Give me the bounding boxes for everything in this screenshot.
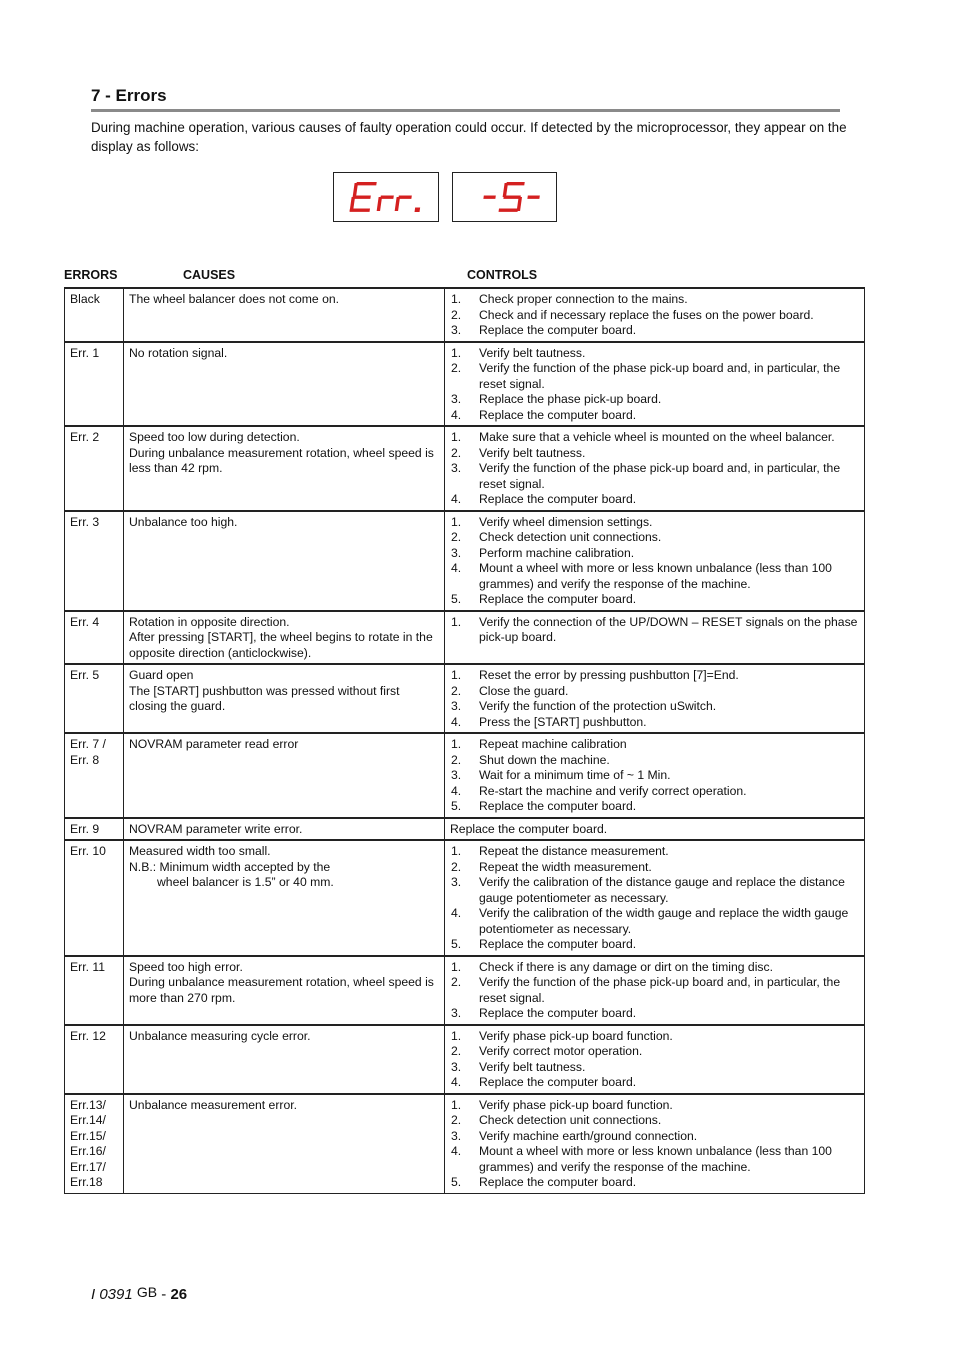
control-step — [450, 361, 859, 392]
cause-line: During unbalance measurement rotation, wheel speed is less than 42 rpm. — [129, 445, 434, 475]
table-row — [65, 1025, 865, 1094]
step-number: 3. — [451, 875, 462, 889]
page-footer — [91, 1286, 187, 1303]
step-number: 3. — [451, 323, 462, 337]
language-code: GB — [136, 1284, 158, 1300]
control-step — [450, 699, 859, 715]
control-step — [450, 860, 859, 876]
error-cause — [124, 426, 445, 511]
step-number: 1. — [451, 1028, 462, 1043]
step-number: 2. — [451, 683, 462, 698]
intro-paragraph: During machine operation, various causes of faulty operation could occur. If detected by the microprocessor, they appear on the display as follows: — [91, 120, 847, 154]
controls-list — [450, 346, 859, 424]
step-text: Close the guard. — [479, 683, 569, 698]
control-step — [450, 753, 859, 769]
table-row — [65, 840, 865, 956]
header-controls: CONTROLS — [467, 268, 538, 282]
table-row — [65, 733, 865, 818]
step-number: 1. — [451, 292, 462, 306]
control-step — [450, 875, 859, 906]
cause-line: No rotation signal. — [129, 345, 228, 360]
table-row — [65, 818, 865, 841]
cause-line: N.B.: Minimum width accepted by the — [129, 859, 331, 874]
step-text: Verify phase pick-up board function. — [479, 1028, 673, 1043]
step-number: 1. — [451, 737, 462, 751]
error-controls — [445, 288, 865, 342]
step-text: Verify the function of the phase pick-up board and, in particular, the reset signal. — [479, 975, 841, 1005]
error-cause — [124, 611, 445, 665]
step-text: Replace the computer board. — [479, 1075, 637, 1089]
step-text: Make sure that a vehicle wheel is mounted on the wheel balancer. — [479, 430, 835, 444]
step-number: 1. — [451, 959, 462, 974]
error-controls — [445, 956, 865, 1025]
controls-list — [450, 668, 859, 730]
step-text: Mount a wheel with more or less known unbalance (less than 100 grammes) and verify the response of the machine. — [479, 1144, 832, 1174]
step-text: Verify belt tautness. — [479, 345, 586, 360]
error-controls — [445, 342, 865, 427]
step-text: Replace the computer board. — [479, 407, 637, 422]
control-step — [450, 1144, 859, 1175]
error-cause — [124, 342, 445, 427]
step-text: Replace the computer board. — [479, 592, 637, 606]
control-step — [450, 799, 859, 815]
control-step — [450, 1175, 859, 1191]
header-errors: ERRORS — [64, 268, 118, 282]
errors-table — [64, 287, 865, 1194]
control-step — [450, 492, 859, 508]
step-number: 3. — [451, 461, 462, 475]
control-step — [450, 461, 859, 492]
page-number: 26 — [170, 1286, 188, 1303]
step-number: 2. — [451, 1044, 462, 1058]
step-text: Check and if necessary replace the fuses on the power board. — [479, 307, 814, 322]
error-code: Err. 9 — [65, 818, 124, 841]
step-number: 2. — [451, 859, 462, 874]
step-number: 2. — [451, 445, 462, 460]
step-text: Replace the computer board. — [479, 799, 637, 813]
step-number: 4. — [451, 407, 462, 422]
step-text: Wait for a minimum time of ~ 1 Min. — [479, 768, 671, 782]
table-row — [65, 664, 865, 733]
error-code: Err.13/ Err.14/ Err.15/ Err.16/ Err.17/ Err.18 — [65, 1094, 124, 1194]
step-text: Replace the computer board. — [479, 1006, 637, 1020]
error-cause — [124, 956, 445, 1025]
controls-list — [450, 292, 859, 339]
step-number: 1. — [451, 430, 462, 444]
cause-line: During unbalance measurement rotation, wheel speed is more than 270 rpm. — [129, 975, 434, 1005]
display-code — [452, 172, 557, 222]
control-step — [450, 960, 859, 976]
table-row — [65, 956, 865, 1025]
error-controls — [445, 426, 865, 511]
controls-list — [450, 615, 859, 646]
step-text: Repeat the distance measurement. — [479, 844, 669, 858]
step-number: 4. — [451, 783, 462, 798]
cause-line: NOVRAM parameter write error. — [129, 821, 303, 836]
step-text: Verify the calibration of the width gauge and replace the width gauge potentiometer as necessary. — [479, 906, 849, 936]
step-text: Replace the computer board. — [479, 492, 637, 506]
step-text: Shut down the machine. — [479, 752, 610, 767]
control-step — [450, 1006, 859, 1022]
cause-line: Unbalance measuring cycle error. — [129, 1028, 311, 1043]
control-step — [450, 737, 859, 753]
step-number: 4. — [451, 561, 462, 575]
error-cause — [124, 288, 445, 342]
error-controls — [445, 664, 865, 733]
step-text: Check if there is any damage or dirt on the timing disc. — [479, 959, 773, 974]
step-text: Verify the calibration of the distance gauge and replace the distance gauge potentiometer as necessary. — [479, 875, 845, 905]
error-code: Err. 2 — [65, 426, 124, 511]
step-number: 5. — [451, 592, 462, 606]
control-step — [450, 1075, 859, 1091]
step-number: 4. — [451, 714, 462, 729]
error-controls: Replace the computer board. — [445, 818, 865, 841]
document-code: I 0391 — [91, 1286, 133, 1303]
step-text: Replace the computer board. — [479, 937, 637, 951]
step-number: 5. — [451, 799, 462, 813]
table-row — [65, 426, 865, 511]
table-row — [65, 611, 865, 665]
section-title: 7 - Errors — [91, 86, 840, 112]
step-text: Mount a wheel with more or less known unbalance (less than 100 grammes) and verify the response of the machine. — [479, 561, 832, 591]
error-code: Err. 1 — [65, 342, 124, 427]
step-number: 3. — [451, 1128, 462, 1143]
control-step — [450, 844, 859, 860]
error-code: Err. 4 — [65, 611, 124, 665]
step-text: Reset the error by pressing pushbutton [7]=End. — [479, 668, 739, 682]
step-text: Repeat the width measurement. — [479, 859, 652, 874]
step-number: 1. — [451, 1097, 462, 1112]
control-step — [450, 615, 859, 646]
step-text: Check detection unit connections. — [479, 530, 662, 544]
control-step — [450, 668, 859, 684]
control-step — [450, 715, 859, 731]
step-number: 1. — [451, 668, 462, 682]
error-controls — [445, 611, 865, 665]
error-cause — [124, 818, 445, 841]
error-cause — [124, 1094, 445, 1194]
control-step — [450, 1029, 859, 1045]
errors-table-body — [65, 288, 865, 1193]
control-step — [450, 1098, 859, 1114]
step-number: 1. — [451, 614, 462, 629]
control-step — [450, 592, 859, 608]
control-step — [450, 1060, 859, 1076]
error-code: Err. 11 — [65, 956, 124, 1025]
step-text: Check proper connection to the mains. — [479, 292, 688, 306]
step-text: Verify the function of the phase pick-up board and, in particular, the reset signal. — [479, 461, 841, 491]
control-step — [450, 308, 859, 324]
step-number: 2. — [451, 1113, 462, 1127]
error-code: Err. 3 — [65, 511, 124, 611]
step-number: 3. — [451, 768, 462, 782]
step-number: 3. — [451, 1006, 462, 1020]
step-number: 1. — [451, 844, 462, 858]
control-step — [450, 768, 859, 784]
control-step — [450, 346, 859, 362]
error-code: Err. 10 — [65, 840, 124, 956]
cause-line: NOVRAM parameter read error — [129, 737, 299, 751]
error-cause — [124, 840, 445, 956]
step-text: Press the [START] pushbutton. — [479, 714, 647, 729]
step-text: Repeat machine calibration — [479, 737, 627, 751]
error-code: Err. 7 / Err. 8 — [65, 733, 124, 818]
step-text: Verify the function of the protection uSwitch. — [479, 699, 717, 713]
header-causes: CAUSES — [183, 268, 236, 282]
step-number: 2. — [451, 307, 462, 322]
error-code: Err. 12 — [65, 1025, 124, 1094]
control-step — [450, 906, 859, 937]
control-step — [450, 684, 859, 700]
error-code: Err. 5 — [65, 664, 124, 733]
table-row — [65, 342, 865, 427]
controls-list — [450, 960, 859, 1022]
error-cause — [124, 733, 445, 818]
step-text: Verify wheel dimension settings. — [479, 514, 653, 529]
control-step — [450, 408, 859, 424]
control-step — [450, 975, 859, 1006]
footer-separator: - — [161, 1286, 167, 1303]
cause-line: After pressing [START], the wheel begins to rotate in the opposite direction (anticlockwise). — [129, 630, 433, 660]
error-controls — [445, 1025, 865, 1094]
step-number: 2. — [451, 975, 462, 989]
control-step — [450, 784, 859, 800]
table-row — [65, 511, 865, 611]
control-step — [450, 561, 859, 592]
cause-line: Speed too low during detection. — [129, 430, 300, 444]
cause-line: Measured width too small. — [129, 844, 271, 858]
step-text: Verify the function of the phase pick-up board and, in particular, the reset signal. — [479, 361, 841, 391]
step-number: 3. — [451, 699, 462, 713]
step-text: Verify correct motor operation. — [479, 1044, 643, 1058]
control-step — [450, 937, 859, 953]
step-number: 5. — [451, 937, 462, 951]
cause-line: wheel balancer is 1.5” or 40 mm. — [157, 875, 334, 889]
step-text: Verify machine earth/ground connection. — [479, 1128, 698, 1143]
control-step — [450, 515, 859, 531]
step-number: 1. — [451, 345, 462, 360]
cause-line: Guard open — [129, 668, 194, 682]
control-step — [450, 292, 859, 308]
controls-list — [450, 515, 859, 608]
cause-line: Unbalance measurement error. — [129, 1097, 297, 1112]
control-step — [450, 446, 859, 462]
step-number: 4. — [451, 492, 462, 506]
controls-list — [450, 430, 859, 508]
table-row — [65, 1094, 865, 1194]
step-text: Verify the connection of the UP/DOWN – RESET signals on the phase pick-up board. — [479, 614, 858, 644]
step-text: Verify belt tautness. — [479, 445, 586, 460]
error-controls — [445, 1094, 865, 1194]
control-step — [450, 430, 859, 446]
controls-list — [450, 1098, 859, 1191]
step-number: 1. — [451, 514, 462, 529]
error-cause — [124, 1025, 445, 1094]
step-text: Check detection unit connections. — [479, 1113, 662, 1127]
cause-line: Speed too high error. — [129, 959, 243, 974]
cause-line: Unbalance too high. — [129, 514, 238, 529]
cause-line: The wheel balancer does not come on. — [129, 292, 340, 306]
step-number: 2. — [451, 361, 462, 375]
control-step — [450, 392, 859, 408]
step-text: Replace the phase pick-up board. — [479, 392, 662, 406]
step-number: 2. — [451, 752, 462, 767]
controls-list — [450, 1029, 859, 1091]
step-text: Replace the computer board. — [479, 323, 637, 337]
table-row — [65, 288, 865, 342]
cause-line: The [START] pushbutton was pressed without first closing the guard. — [129, 683, 400, 713]
control-step — [450, 546, 859, 562]
error-controls — [445, 733, 865, 818]
error-code: Black — [65, 288, 124, 342]
error-controls — [445, 840, 865, 956]
step-number: 3. — [451, 392, 462, 406]
step-number: 3. — [451, 1059, 462, 1074]
error-cause — [124, 511, 445, 611]
control-step — [450, 1044, 859, 1060]
controls-list — [450, 844, 859, 953]
step-text: Replace the computer board. — [479, 1175, 637, 1189]
step-number: 2. — [451, 530, 462, 544]
step-text: Re-start the machine and verify correct operation. — [479, 783, 747, 798]
step-number: 5. — [451, 1175, 462, 1189]
step-text: Verify phase pick-up board function. — [479, 1097, 673, 1112]
step-number: 4. — [451, 1075, 462, 1089]
cause-line: Rotation in opposite direction. — [129, 614, 290, 629]
step-text: Verify belt tautness. — [479, 1059, 586, 1074]
control-step — [450, 323, 859, 339]
step-number: 4. — [451, 906, 462, 920]
step-number: 3. — [451, 545, 462, 560]
error-cause — [124, 664, 445, 733]
step-number: 4. — [451, 1144, 462, 1158]
controls-list — [450, 737, 859, 815]
step-text: Perform machine calibration. — [479, 545, 635, 560]
error-controls — [445, 511, 865, 611]
control-step — [450, 1113, 859, 1129]
control-step — [450, 1129, 859, 1145]
control-step — [450, 530, 859, 546]
display-err — [333, 172, 439, 222]
